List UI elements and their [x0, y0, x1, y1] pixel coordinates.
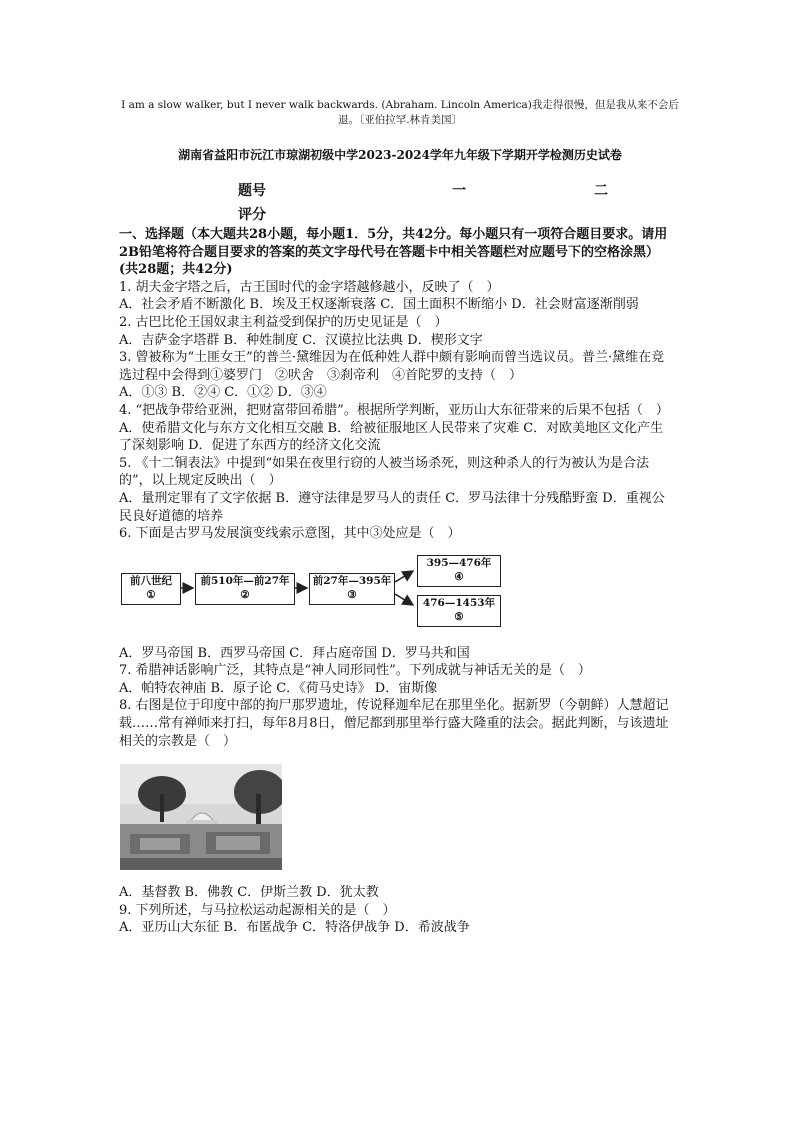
question-options: A．亚历山大东征 B．布匿战争 C．特洛伊战争 D．希波战争	[119, 920, 470, 936]
question-stem: 9. 下列所述，与马拉松运动起源相关的是（ ）	[119, 902, 396, 918]
question-options: A．帕特农神庙 B．原子论 C．《荷马史诗》 D．宙斯像	[119, 680, 438, 696]
question-content	[119, 226, 675, 937]
score-table-col-1: 一	[452, 183, 466, 199]
question-stem: 8. 右图是位于印度中部的拘尸那罗遗址，传说释迦牟尼在那里坐化。据新罗（今朝鲜）人慧超记载……常有禅师来打扫，每年8月8日，僧尼都到那里举行盛大隆重的法会。据此判断，与该遗址相关的宗教是（ ）	[119, 698, 669, 749]
question-options: A．①③ B．②④ C．①② D．③④	[119, 385, 327, 401]
question-stem: 7. 希腊神话影响广泛，其特点是“神人同形同性”。下列成就与神话无关的是（ ）	[119, 663, 591, 679]
timeline-box-5: 476—1453年 ⑤	[417, 595, 501, 627]
question-stem: 4. “把战争带给亚洲，把财富带回希腊”。根据所学判断，亚历山大东征带来的后果不包括（ ）	[119, 402, 669, 418]
timeline-box-4: 395—476年 ④	[417, 555, 501, 587]
score-table-header-label: 题号	[238, 183, 266, 199]
ruins-photo-illustration	[120, 764, 282, 870]
question-options: A．罗马帝国 B．西罗马帝国 C．拜占庭帝国 D．罗马共和国	[119, 645, 470, 661]
timeline-box-2: 前510年—前27年 ②	[195, 573, 295, 605]
question-options: A．使希腊文化与东方文化相互交融 B．给被征服地区人民带来了灾难 C．对欧美地区文化产生了深刻影响 D．促进了东西方的经济文化交流	[119, 420, 664, 454]
score-table-score-label: 评分	[238, 207, 266, 223]
question-stem: 3. 曾被称为“土匪女王”的普兰·黛维因为在低种姓人群中颇有影响而曾当选议员。普兰·黛维在竞选过程中会得到①婆罗门 ②吠舍 ③刹帝利 ④首陀罗的支持（ ）	[119, 350, 665, 383]
timeline-box-1: 前八世纪 ①	[121, 573, 181, 605]
section-heading: 一、选择题（本大题共28小题，每小题1．5分，共42分。每小题只有一项符合题目要求。请用2B铅笔将符合题目要求的答案的英文字母代号在答题卡中相关答题栏对应题号下的空格涂黑）(共28题；共42分)	[119, 227, 668, 278]
question-options: A．基督教 B．佛教 C．伊斯兰教 D．犹太教	[119, 885, 379, 901]
question-options: A．吉萨金字塔群 B．种姓制度 C．汉谟拉比法典 D．楔形文字	[119, 332, 483, 348]
question-stem: 2. 古巴比伦王国奴隶主利益受到保护的历史见证是（ ）	[119, 314, 448, 330]
score-table-col-2: 二	[594, 183, 608, 199]
rome-timeline-diagram	[119, 555, 679, 641]
timeline-box-3: 前27年—395年 ③	[309, 573, 395, 605]
question-stem: 1. 胡夫金字塔之后，古王国时代的金字塔越修越小，反映了（ ）	[119, 279, 500, 295]
doc-title: 湖南省益阳市沅江市琼湖初级中学2023-2024学年九年级下学期开学检测历史试卷	[178, 148, 622, 162]
header-quote: I am a slow walker, but I never walk backwards. (Abraham. Lincoln America)我走得很慢，但是我从来不会后退。〔亚伯拉罕.林肯美国〕	[121, 99, 679, 126]
question-options: A．量刑定罪有了文字依据 B．遵守法律是罗马人的责任 C．罗马法律十分残酷野蛮 D．重视公民良好道德的培养	[119, 490, 665, 524]
question-stem: 5. 《十二铜表法》中提到“如果在夜里行窃的人被当场杀死，则这种杀人的行为被认为是合法的”，以上规定反映出（ ）	[119, 455, 650, 489]
question-options: A．社会矛盾不断激化 B．埃及王权逐渐衰落 C．国土面积不断缩小 D．社会财富逐渐削弱	[119, 297, 639, 313]
question-stem: 6. 下面是古罗马发展演变线索示意图，其中③处应是（ ）	[119, 526, 461, 542]
kushinagar-site-photo	[120, 764, 282, 870]
